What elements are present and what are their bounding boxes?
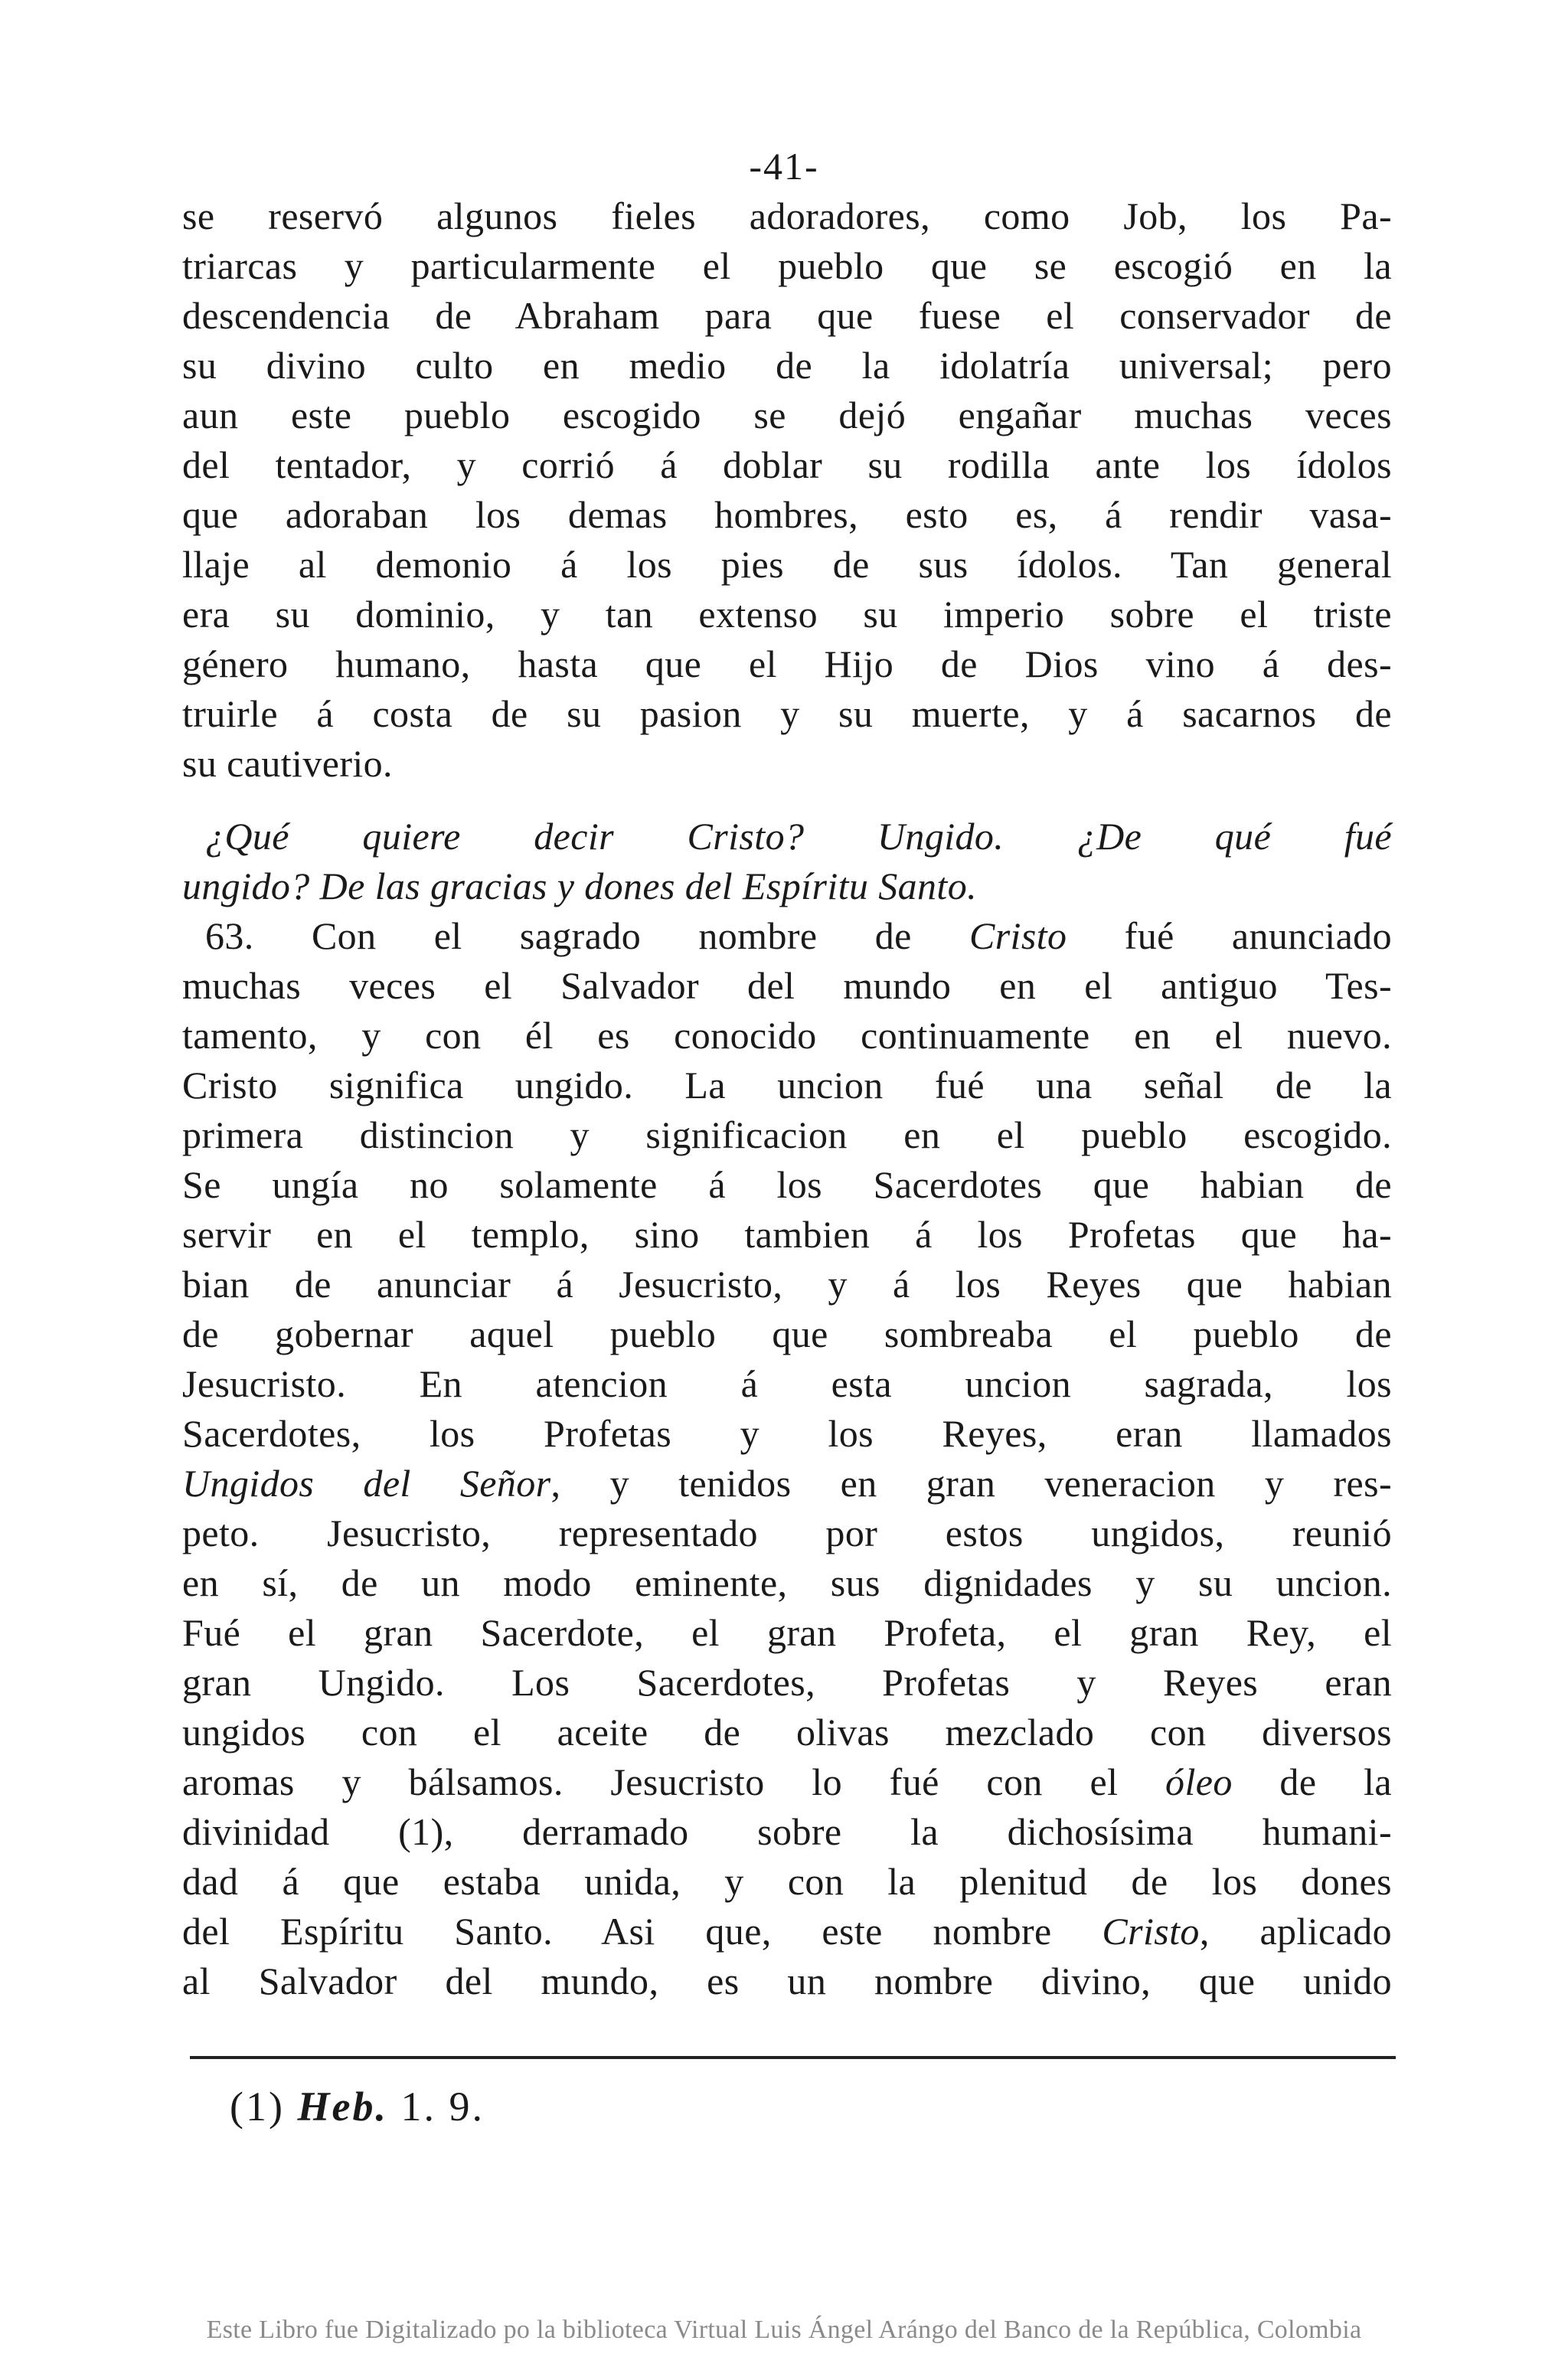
text-line: género humano, hasta que el Hijo de Dios vino á des-: [182, 642, 1392, 685]
text-line: bian de anunciar á Jesucristo, y á los Reyes que habian: [182, 1263, 1392, 1306]
footnote-reference: Heb.: [297, 2084, 388, 2130]
text-line: aun este pueblo escogido se dejó engañar muchas veces: [182, 394, 1392, 436]
paragraph-63-first-line: 63. Con el sagrado nombre de Cristo fué anunciado: [205, 914, 1392, 957]
text-line: dad á que estaba unida, y con la plenitud de los dones: [182, 1860, 1392, 1903]
text-line: gran Ungido. Los Sacerdotes, Profetas y Reyes eran: [182, 1661, 1392, 1704]
text-line: primera distincion y significacion en el pueblo escogido.: [182, 1113, 1392, 1156]
text-line: aromas y bálsamos. Jesucristo lo fué con el óleo de la: [182, 1760, 1392, 1803]
text-line: triarcas y particularmente el pueblo que se escogió en la: [182, 244, 1392, 287]
text-line: Ungidos del Señor, y tenidos en gran veneracion y res-: [182, 1462, 1392, 1505]
question-line: ¿Qué quiere decir Cristo? Ungido. ¿De qué fué: [205, 815, 1392, 858]
footnote-divider: [190, 2056, 1396, 2059]
text-line: al Salvador del mundo, es un nombre divino, que unido: [182, 1960, 1392, 2002]
text-line: en sí, de un modo eminente, sus dignidades y su uncion.: [182, 1561, 1392, 1604]
text-line: llaje al demonio á los pies de sus ídolos. Tan general: [182, 543, 1392, 586]
text-line: su cautiverio.: [182, 742, 393, 785]
text-line: del tentador, y corrió á doblar su rodilla ante los ídolos: [182, 443, 1392, 486]
text-line: peto. Jesucristo, representado por estos ungidos, reunió: [182, 1512, 1392, 1554]
text-line: del Espíritu Santo. Asi que, este nombre Cristo, aplicado: [182, 1910, 1392, 1953]
question-line: ungido? De las gracias y dones del Espíritu Santo.: [182, 865, 977, 907]
footnote: [230, 2083, 485, 2130]
text-line: Fué el gran Sacerdote, el gran Profeta, el gran Rey, el: [182, 1611, 1392, 1654]
paragraph-number: 63.: [205, 914, 254, 957]
text-line: se reservó algunos fieles adoradores, como Job, los Pa-: [182, 194, 1392, 237]
text-line: Cristo significa ungido. La uncion fué una señal de la: [182, 1064, 1392, 1106]
text-line: ungidos con el aceite de olivas mezclado con diversos: [182, 1711, 1392, 1754]
text-line: divinidad (1), derramado sobre la dichosísima humani-: [182, 1810, 1392, 1853]
digitization-credit: Este Libro fue Digitalizado po la biblioteca Virtual Luis Ángel Arángo del Banco de la República, Colombia: [206, 2316, 1362, 2344]
footnote-marker: (1): [230, 2084, 285, 2130]
page-number: -41-: [749, 145, 819, 188]
text-line: que adoraban los demas hombres, esto es, á rendir vasa-: [182, 493, 1392, 536]
text-line: truirle á costa de su pasion y su muerte, y á sacarnos de: [182, 692, 1392, 735]
text-line: Jesucristo. En atencion á esta uncion sagrada, los: [182, 1362, 1392, 1405]
text-line: servir en el templo, sino tambien á los Profetas que ha-: [182, 1213, 1392, 1256]
footnote-numbers: 1. 9.: [400, 2084, 485, 2130]
text-line: era su dominio, y tan extenso su imperio sobre el triste: [182, 593, 1392, 636]
body-text: [182, 191, 1392, 2006]
text-line: de gobernar aquel pueblo que sombreaba el pueblo de: [182, 1312, 1392, 1355]
text-line: su divino culto en medio de la idolatría universal; pero: [182, 344, 1392, 387]
text-line: Sacerdotes, los Profetas y los Reyes, eran llamados: [182, 1412, 1392, 1455]
text-line: tamento, y con él es conocido continuamente en el nuevo.: [182, 1014, 1392, 1057]
text-line: muchas veces el Salvador del mundo en el antiguo Tes-: [182, 964, 1392, 1007]
text-line: Se ungía no solamente á los Sacerdotes que habian de: [182, 1163, 1392, 1206]
text-line: descendencia de Abraham para que fuese el conservador de: [182, 294, 1392, 337]
